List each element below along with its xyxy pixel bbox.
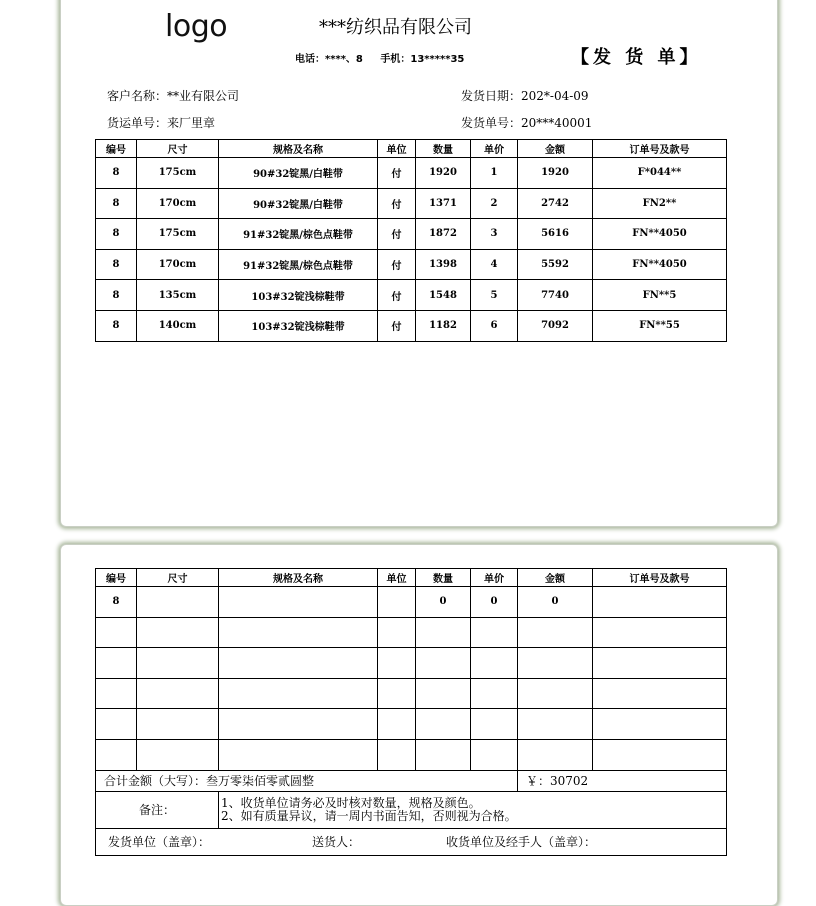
table-row <box>96 587 727 618</box>
signature-line <box>96 828 727 855</box>
table-row <box>96 219 727 250</box>
signature-row <box>96 828 727 855</box>
cell: 7092 <box>518 310 593 341</box>
table-row-empty <box>96 678 727 709</box>
table-row-empty <box>96 648 727 679</box>
total-row <box>96 770 727 791</box>
cell: 1 <box>471 158 518 189</box>
cell: 2742 <box>518 188 593 219</box>
cell: 8 <box>96 310 137 341</box>
cell: 90#32锭黑/白鞋带 <box>219 158 378 189</box>
remark-line-2: 2、如有质量异议，请一周内书面告知，否则视为合格。 <box>221 808 517 823</box>
cell: 1371 <box>416 188 471 219</box>
cell: 8 <box>96 280 137 311</box>
col-header: 尺寸 <box>137 140 219 158</box>
col-header: 规格及名称 <box>219 140 378 158</box>
cell: 0 <box>471 587 518 618</box>
cell: 付 <box>378 280 416 311</box>
cell: 8 <box>96 188 137 219</box>
mobile: 手机：13*****35 <box>380 54 465 65</box>
document-title: 【发 货 单】 <box>571 47 702 68</box>
remark-row <box>96 791 727 828</box>
cell: FN**4050 <box>593 249 727 280</box>
company-name: ***纺织品有限公司 <box>319 17 472 38</box>
cell <box>378 587 416 618</box>
invoice-page-2 <box>60 544 778 906</box>
col-header: 编号 <box>96 569 137 587</box>
sender-seal-label: 发货单位（盖章）： <box>108 835 211 850</box>
cell: 135cm <box>137 280 219 311</box>
cell: 5592 <box>518 249 593 280</box>
remark-line-1: 1、收货单位请务必及时核对数量，规格及颜色。 <box>221 795 481 810</box>
cell: FN**5 <box>593 280 727 311</box>
cell: 付 <box>378 188 416 219</box>
cell: FN**4050 <box>593 219 727 250</box>
cell: FN2** <box>593 188 727 219</box>
cell: 8 <box>96 158 137 189</box>
table-header <box>96 569 727 587</box>
items-table-continued <box>95 568 727 856</box>
col-header: 订单号及款号 <box>593 569 727 587</box>
cell: 0 <box>518 587 593 618</box>
receiver-seal-label: 收货单位及经手人（盖章）： <box>446 835 597 850</box>
cell <box>137 587 219 618</box>
table-row <box>96 280 727 311</box>
cell: 170cm <box>137 188 219 219</box>
cell: 付 <box>378 158 416 189</box>
cell: 1920 <box>416 158 471 189</box>
cell: 0 <box>416 587 471 618</box>
cell: 103#32锭浅棕鞋带 <box>219 310 378 341</box>
items-table <box>95 139 727 342</box>
table-row-empty <box>96 617 727 648</box>
cell: 6 <box>471 310 518 341</box>
cell: FN**55 <box>593 310 727 341</box>
cell <box>219 587 378 618</box>
cell: 1872 <box>416 219 471 250</box>
table-row <box>96 310 727 341</box>
col-header: 订单号及款号 <box>593 140 727 158</box>
contact-line <box>295 50 478 65</box>
cell: 8 <box>96 219 137 250</box>
table-row-empty <box>96 709 727 740</box>
col-header: 编号 <box>96 140 137 158</box>
cell: 91#32锭黑/棕色点鞋带 <box>219 249 378 280</box>
cell: 103#32锭浅棕鞋带 <box>219 280 378 311</box>
total-in-words: 合计金额（大写）：叁万零柒佰零贰圆整 <box>96 770 518 791</box>
remark-label: 备注： <box>96 791 219 828</box>
customer-name: 客户名称：**业有限公司 <box>107 89 240 103</box>
courier-label: 送货人： <box>312 835 361 850</box>
cell: 1182 <box>416 310 471 341</box>
cell: 140cm <box>137 310 219 341</box>
cell: 2 <box>471 188 518 219</box>
total-amount: ￥：30702 <box>518 770 727 791</box>
table-row <box>96 249 727 280</box>
remark-text <box>219 791 727 828</box>
cell: 90#32锭黑/白鞋带 <box>219 188 378 219</box>
cell: 175cm <box>137 219 219 250</box>
cell <box>593 587 727 618</box>
col-header: 规格及名称 <box>219 569 378 587</box>
col-header: 金额 <box>518 569 593 587</box>
table-row <box>96 188 727 219</box>
cell: 170cm <box>137 249 219 280</box>
cell: 91#32锭黑/棕色点鞋带 <box>219 219 378 250</box>
delivery-number: 发货单号：20***40001 <box>461 116 593 130</box>
cell: 7740 <box>518 280 593 311</box>
col-header: 数量 <box>416 569 471 587</box>
cell: 3 <box>471 219 518 250</box>
cell: 付 <box>378 310 416 341</box>
cell: 1920 <box>518 158 593 189</box>
table-row <box>96 158 727 189</box>
cell: 175cm <box>137 158 219 189</box>
cell: 8 <box>96 587 137 618</box>
cell: 1398 <box>416 249 471 280</box>
ship-date: 发货日期：202*-04-09 <box>461 89 589 103</box>
table-header <box>96 140 727 158</box>
company-logo: logo <box>165 9 228 44</box>
cell: 付 <box>378 249 416 280</box>
col-header: 金额 <box>518 140 593 158</box>
cell: 5 <box>471 280 518 311</box>
col-header: 单价 <box>471 140 518 158</box>
col-header: 尺寸 <box>137 569 219 587</box>
invoice-page-1 <box>60 0 778 527</box>
phone: 电话：****、8 <box>295 54 363 65</box>
cell: 1548 <box>416 280 471 311</box>
col-header: 单价 <box>471 569 518 587</box>
col-header: 单位 <box>378 569 416 587</box>
cell: F*044** <box>593 158 727 189</box>
cell: 8 <box>96 249 137 280</box>
cell: 4 <box>471 249 518 280</box>
cell: 5616 <box>518 219 593 250</box>
table-row-empty <box>96 739 727 770</box>
col-header: 数量 <box>416 140 471 158</box>
cell: 付 <box>378 219 416 250</box>
freight-number: 货运单号：来厂里章 <box>107 116 216 130</box>
col-header: 单位 <box>378 140 416 158</box>
